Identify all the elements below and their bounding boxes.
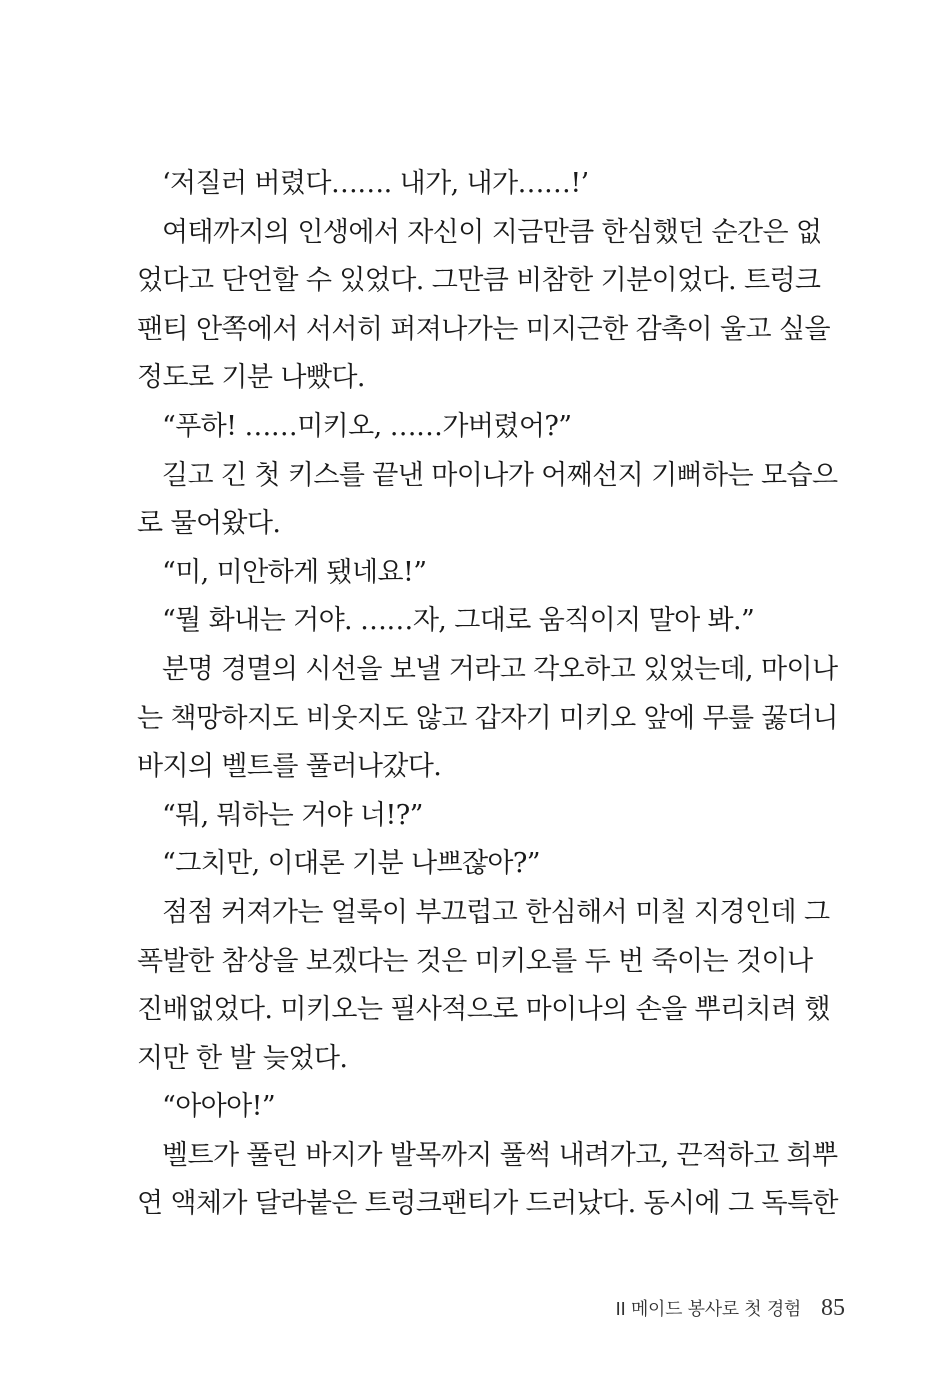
body-line: 정도로 기분 나빴다. — [137, 362, 365, 394]
page-number: 85 — [821, 1295, 845, 1321]
page-footer — [616, 1293, 846, 1323]
body-line: 점점 커져가는 얼룩이 부끄럽고 한심해서 미칠 지경인데 그 — [162, 896, 830, 928]
running-footer-section-title: II 메이드 봉사로 첫 경험 — [615, 1299, 801, 1320]
body-line: 로 물어왔다. — [137, 508, 281, 540]
body-line: 길고 긴 첫 키스를 끝낸 마이나가 어째선지 기뻐하는 모습으 — [162, 459, 838, 491]
body-line: 연 액체가 달라붙은 트렁크팬티가 드러났다. 동시에 그 독특한 — [137, 1188, 838, 1220]
body-line: 었다고 단언할 수 있었다. 그만큼 비참한 기분이었다. 트렁크 — [137, 265, 821, 297]
body-line: 분명 경멸의 시선을 보낼 거라고 각오하고 있었는데, 마이나 — [162, 653, 838, 685]
body-line: 지만 한 발 늦었다. — [137, 1042, 348, 1074]
body-line: 는 책망하지도 비웃지도 않고 갑자기 미키오 앞에 무릎 꿇더니 — [137, 702, 838, 734]
body-line: ‘저질러 버렸다……. 내가, 내가……!’ — [162, 168, 589, 199]
body-line: 벨트가 풀린 바지가 발목까지 풀썩 내려가고, 끈적하고 희뿌 — [162, 1139, 838, 1171]
body-line: 바지의 벨트를 풀러나갔다. — [137, 751, 442, 783]
page-body — [137, 160, 838, 1229]
body-line: 여태까지의 인생에서 자신이 지금만큼 한심했던 순간은 없 — [162, 216, 822, 248]
body-line: “뭘 화내는 거야. ……자, 그대로 움직이지 말아 봐.” — [162, 605, 755, 637]
body-line: 팬티 안쪽에서 서서히 퍼져나가는 미지근한 감촉이 울고 싶을 — [137, 313, 830, 345]
body-line: “푸하! ……미키오, ……가버렸어?” — [162, 410, 572, 442]
body-line: “미, 미안하게 됐네요!” — [162, 556, 427, 588]
body-line: “뭐, 뭐하는 거야 너!?” — [162, 799, 423, 831]
body-line: 폭발한 참상을 보겠다는 것은 미키오를 두 번 죽이는 것이나 — [137, 945, 813, 977]
body-line: “그치만, 이대론 기분 나쁘잖아?” — [162, 848, 540, 880]
body-line: “아아아!” — [162, 1091, 276, 1123]
body-line: 진배없었다. 미키오는 필사적으로 마이나의 손을 뿌리치려 했 — [137, 994, 830, 1026]
